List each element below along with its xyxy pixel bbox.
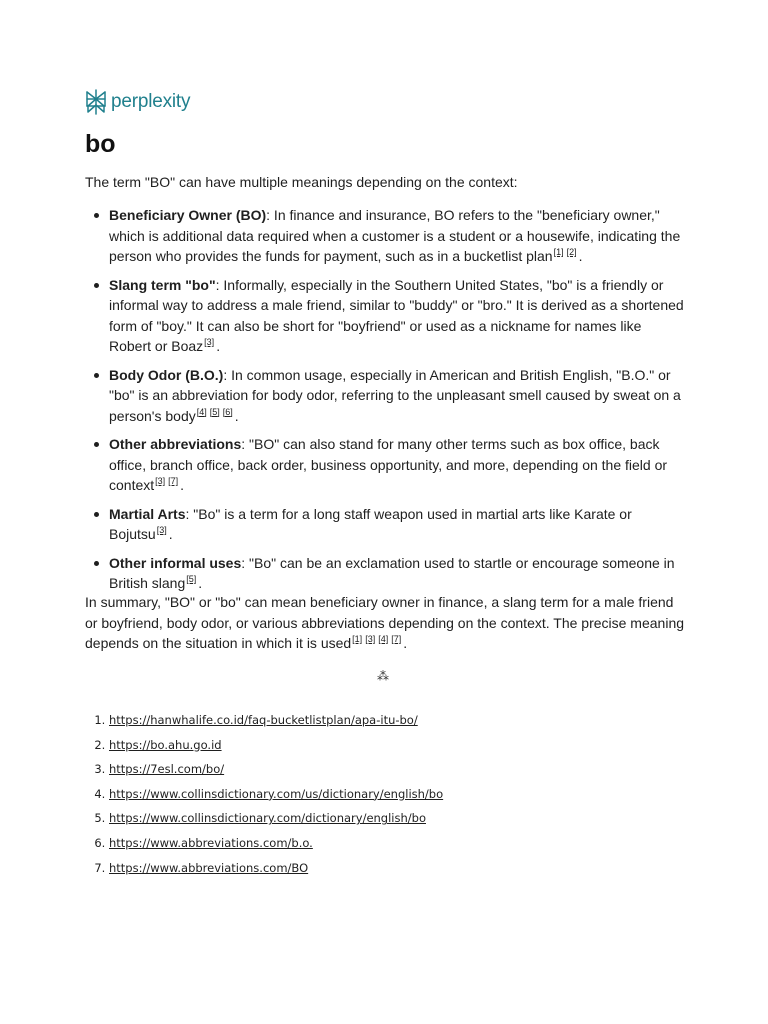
- definition-term: Martial Arts: [109, 505, 186, 522]
- source-item: [109, 806, 443, 831]
- citation-link[interactable]: [4]: [196, 406, 207, 417]
- source-item: [109, 708, 443, 733]
- intro-text: The term "BO" can have multiple meanings depending on the context:: [85, 174, 518, 190]
- citation-link[interactable]: [5]: [186, 574, 197, 584]
- definition-end: .: [216, 338, 221, 354]
- definition-list: [85, 205, 685, 602]
- citation-link[interactable]: [3]: [365, 634, 376, 644]
- citation-link[interactable]: [2]: [566, 247, 577, 257]
- summary-citations: [351, 635, 403, 651]
- definition-term: Body Odor (B.O.): [109, 366, 224, 383]
- brand-name: perplexity: [111, 91, 191, 112]
- source-link[interactable]: https://www.abbreviations.com/b.o.: [109, 835, 313, 850]
- definition-text: : "Bo" can be an exclamation used to startle or encourage someone in British slang: [109, 554, 675, 591]
- citation-link[interactable]: [5]: [209, 406, 220, 417]
- source-item: [109, 733, 443, 758]
- source-link[interactable]: https://www.collinsdictionary.com/dictionary/english/bo: [109, 811, 426, 826]
- section-divider: ⁂: [377, 669, 389, 683]
- definition-end: .: [198, 575, 203, 591]
- citation-link[interactable]: [7]: [391, 634, 402, 644]
- page-title: bo: [85, 130, 116, 158]
- definition-item: [109, 504, 685, 545]
- citation-link[interactable]: [3]: [156, 525, 167, 535]
- citation-link[interactable]: [7]: [168, 476, 179, 486]
- perplexity-logo-icon: [85, 89, 107, 115]
- source-link[interactable]: https://7esl.com/bo/: [109, 762, 225, 777]
- source-link[interactable]: https://www.abbreviations.com/BO: [109, 860, 309, 875]
- definition-term: Slang term "bo": [109, 276, 216, 293]
- definition-end: .: [578, 248, 583, 264]
- summary-paragraph: [85, 592, 685, 654]
- definition-item: [109, 553, 685, 594]
- definition-item: [109, 205, 685, 267]
- definition-text: : In finance and insurance, BO refers to the "beneficiary owner," which is additional data required when a customer is a student or a housewife, indicating the person who provides the funds for payment, such as in a bucketlist plan: [109, 207, 681, 264]
- source-item: [109, 831, 443, 856]
- definition-term: Beneficiary Owner (BO): [109, 207, 267, 223]
- definition-item: [109, 365, 685, 427]
- definition-term: Other informal uses: [109, 554, 242, 571]
- brand-logo[interactable]: [85, 89, 190, 115]
- citation-link[interactable]: [6]: [222, 406, 233, 417]
- source-item: [109, 782, 443, 807]
- definition-text: : Informally, especially in the Southern United States, "bo" is a friendly or informal way to address a male friend, similar to "buddy" or "bro." It is derived as a shortened form of "boy." It can also be short for "boyfriend" or used as a nickname for names like Robert or Boaz: [109, 276, 684, 354]
- definition-text: : In common usage, especially in American and British English, "B.O." or "bo" is an abbreviation for body odor, referring to the unpleasant smell caused by sweat on a person's body: [109, 366, 681, 424]
- summary-text: In summary, "BO" or "bo" can mean beneficiary owner in finance, a slang term for a male friend or boyfriend, body odor, or various abbreviations depending on the context. The precise meaning depends on the situation in which it is used: [85, 594, 685, 651]
- source-link[interactable]: https://www.collinsdictionary.com/us/dictionary/english/bo: [109, 786, 444, 801]
- definition-text: : "BO" can also stand for many other terms such as box office, back office, branch office, back order, business opportunity, and more, depending on the field or context: [109, 436, 668, 493]
- source-link[interactable]: https://bo.ahu.go.id: [109, 737, 222, 752]
- definition-item: [109, 434, 685, 496]
- citation-link[interactable]: [3]: [155, 476, 166, 486]
- source-item: [109, 856, 443, 881]
- source-item: [109, 757, 443, 782]
- source-list: [85, 708, 443, 880]
- definition-end: .: [234, 407, 239, 424]
- citation-link[interactable]: [3]: [204, 337, 215, 347]
- source-link[interactable]: https://hanwhalife.co.id/faq-bucketlistplan/apa-itu-bo/: [109, 713, 418, 727]
- citation-link[interactable]: [4]: [378, 634, 389, 644]
- summary-end: .: [403, 635, 408, 651]
- citation-link[interactable]: [1]: [553, 247, 564, 257]
- definition-term: Other abbreviations: [109, 436, 242, 452]
- definition-text: : "Bo" is a term for a long staff weapon used in martial arts like Karate or Bojutsu: [109, 505, 632, 542]
- definition-item: [109, 275, 685, 357]
- definition-end: .: [168, 526, 173, 542]
- definition-end: .: [180, 477, 185, 493]
- citation-link[interactable]: [1]: [352, 634, 363, 644]
